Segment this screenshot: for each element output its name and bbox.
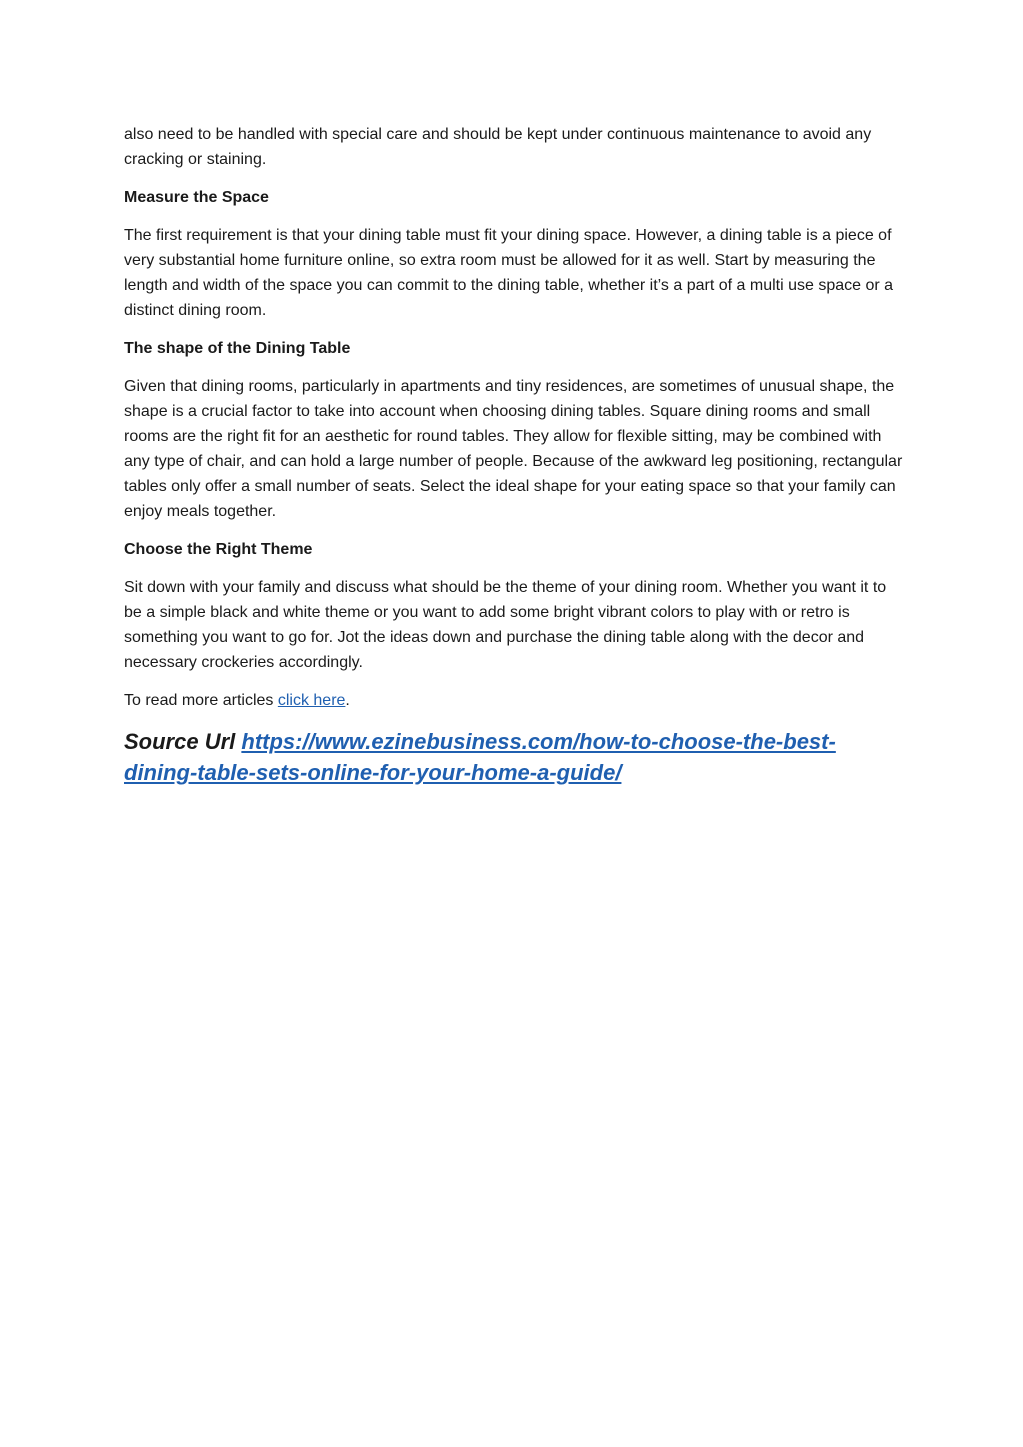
document-page <box>124 122 904 788</box>
source-url-line <box>124 726 904 788</box>
paragraph-shape-of-dining-table: Given that dining rooms, particularly in apartments and tiny residences, are sometimes of unusual shape, the shape is a crucial factor to take into account when choosing dining tables. Square dining rooms and small rooms are the right fit for an aesthetic for round tables. They allow for flexible sitting, may be combined with any type of chair, and can hold a large number of people. Because of the awkward leg positioning, rectangular tables only offer a small number of seats. Select the ideal shape for your eating space so that your family can enjoy meals together. <box>124 378 903 520</box>
paragraph-measure-the-space: The first requirement is that your dining table must fit your dining space. However, a dining table is a piece of very substantial home furniture online, so extra room must be allowed for it as well. Start by measuring the length and width of the space you can commit to the dining table, whether it’s a part of a multi use space or a distinct dining room. <box>124 227 894 319</box>
heading-shape-of-dining-table: The shape of the Dining Table <box>124 340 351 357</box>
heading-measure-the-space: Measure the Space <box>124 189 269 206</box>
read-more-suffix: . <box>345 692 350 709</box>
intro-paragraph: also need to be handled with special care and should be kept under continuous maintenance to avoid any cracking or staining. <box>124 126 872 168</box>
click-here-link[interactable]: click here <box>277 692 346 709</box>
read-more-line <box>124 688 904 713</box>
paragraph-choose-right-theme: Sit down with your family and discuss what should be the theme of your dining room. Whether you want it to be a simple black and white theme or you want to add some bright vibrant colors to play with or retro is something you want to go for. Jot the ideas down and purchase the dining table along with the decor and necessary crockeries accordingly. <box>124 579 887 671</box>
source-url-label: Source Url <box>124 729 242 754</box>
read-more-prefix: To read more articles <box>124 692 278 709</box>
source-url-link[interactable]: https://www.ezinebusiness.com/how-to-choose-the-best-dining-table-sets-online-for-your-home-a-guide/ <box>124 729 836 785</box>
heading-choose-right-theme: Choose the Right Theme <box>124 541 313 558</box>
